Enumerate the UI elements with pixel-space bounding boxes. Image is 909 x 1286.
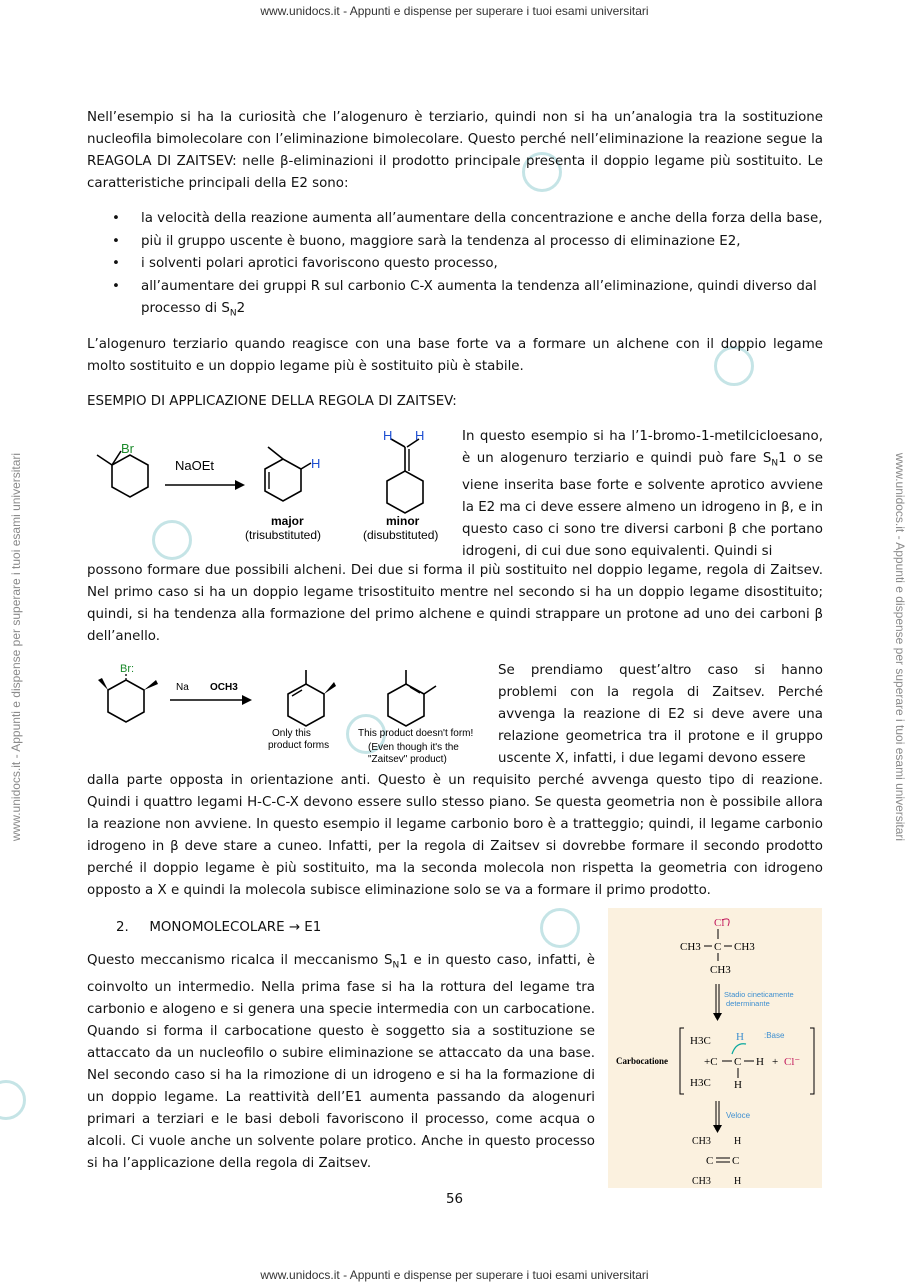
section-title: ESEMPIO DI APPLICAZIONE DELLA REGOLA DI ZAITSEV: — [87, 394, 457, 409]
paragraph-example-full: possono formare due possibili alcheni. Dei due si forma il più sostituito nel doppio legame, regola di Zaitsev. Nel primo caso si ha un doppio legame trisostituito mentre nel secondo si ha un doppio legame disostituito; quindi, si ha tendenza alla formazione del primo alchene e quindi strappare un protone ad uno dei carboni β dell’anello. — [87, 563, 823, 644]
figure-e1-mechanism — [608, 908, 822, 1188]
carbocation-label: Carbocatione — [616, 1056, 668, 1066]
h3c-top-label: H3C — [690, 1035, 711, 1047]
major-label: major — [271, 514, 304, 528]
product-ch3-bottom-label: CH3 — [692, 1176, 711, 1187]
minor-label: minor — [386, 514, 420, 528]
chloride-label: Cl⁻ — [784, 1056, 801, 1068]
carbon-2-label: C — [734, 1056, 742, 1068]
major-sub-label: (trisubstituted) — [245, 528, 322, 542]
page-number: 56 — [445, 1192, 464, 1207]
reagent-label: NaOEt — [175, 458, 215, 473]
chlorine-label: Cl — [714, 917, 725, 929]
hydrogen-left-label: H — [383, 428, 393, 443]
only-label: Only this — [272, 728, 311, 739]
list-item: • la velocità della reazione aumenta all’aumentare della concentrazione e anche della forza della base, — [112, 208, 824, 231]
hydrogen-right-label: H — [415, 428, 425, 443]
not-form-label: This product doesn't form! — [358, 728, 474, 739]
bromine-label: Br: — [120, 663, 135, 675]
watermark-right: www.unidocs.it - Appunti e dispense per superare i tuoi esami universitari — [893, 452, 907, 842]
paragraph-anti-side: Se prendiamo quest’altro caso si hanno problemi con la regola di Zaitsev. Perché avvenga la reazione di E2 si deve avere una relazione geometrica tra il protone e il gruppo uscente X, infatti, i due legami devono essere — [498, 663, 823, 766]
list-item: • all’aumentare dei gruppi R sul carbonio C-X aumenta la tendenza all’eliminazione, quindi diverso dal processo di $S_N2$ — [112, 276, 824, 326]
plus-label: + — [772, 1056, 779, 1068]
minor-sub-label: (disubstituted) — [363, 528, 439, 542]
watermark-logo-icon — [540, 908, 580, 948]
paragraph-example-side: In questo esempio si ha l’1-bromo-1-metilcicloesano, è un alogenuro terziario e quindi può fare $S_N1$ o se viene inserita base forte e solvente aprotico avviene la E2 ma ci deve essere almeno un idrogeno in β, e in questo caso ci sono tre diversi carboni β che portano idrogeni, di cui due sono equivalenti. Quindi si — [462, 429, 823, 559]
h-right-label: H — [756, 1056, 764, 1068]
ch3-right-label: CH3 — [734, 941, 755, 953]
watermark-bottom: www.unidocs.it - Appunti e dispense per superare i tuoi esami universitari — [260, 1268, 649, 1282]
list-item: • i solventi polari aprotici favoriscono questo processo, — [112, 253, 824, 276]
figure-anti-geometry — [92, 660, 492, 772]
watermark-left: www.unidocs.it - Appunti e dispense per superare i tuoi esami universitari — [9, 452, 23, 842]
h-bottom-label: H — [734, 1079, 742, 1091]
ch3-bottom-label: CH3 — [710, 964, 731, 976]
carbon-center-label: C — [714, 941, 722, 953]
product-c1-label: C — [706, 1155, 714, 1167]
fast-step-label: Veloce — [726, 1111, 751, 1120]
bromine-label: Br — [121, 441, 134, 456]
section-heading-e1 — [116, 917, 321, 939]
product-h-top-label: H — [734, 1136, 742, 1147]
h3c-bottom-label: H3C — [690, 1077, 711, 1089]
paragraph-e1: Questo meccanismo ricalca il meccanismo $S_N1$ e in questo caso, infatti, è coinvolto un intermedio. Nella prima fase si ha la rottura del legame tra carbonio e alogeno e si genera una specie intermedia con un carbocatione. Quando si forma il carbocatione questo è soggetto sia a sostituzione se attaccato da un nucleofilo o subire eliminazione se attaccato da una base. Nel secondo caso si ha la rimozione di un idrogeno e si ha la formazione di un doppio legame. La reattività dell’E1 aumenta passando da alogenuri primari a terziari e le basi deboli favoriscono il processo, come acqua o alcoli. Ci vuole anche un solvente polare protico. Anche in questo processo si ha l’applicazione della regola di Zaitsev. — [87, 953, 595, 1171]
figure-zaitsev-example — [87, 425, 457, 550]
reagent-och3-label: OCH3 — [210, 682, 238, 693]
hydrogen-label: H — [311, 456, 321, 471]
base-label: :Base — [764, 1031, 785, 1040]
product-c2-label: C — [732, 1155, 740, 1167]
not-form-label-3: "Zaitsev" product) — [368, 754, 447, 765]
watermark-logo-icon — [0, 1080, 26, 1120]
step1-label: Stadio cineticamente — [724, 990, 794, 999]
section-title-e1: MONOMOLECOLARE → E1 — [149, 920, 322, 935]
reagent-na-label: Na — [176, 682, 189, 693]
paragraph-intro: Nell’esempio si ha la curiosità che l’alogenuro è terziario, quindi non si ha un’analogia tra la sostituzione nucleofila bimolecolare con l’eliminazione bimolecolare. Questo perché nell’eliminazione la reazione segue la REAGOLA DI ZAITSEV: nelle β-eliminazioni il prodotto principale presenta il doppio legame più sostituito. Le caratteristiche principali della E2 sono: — [87, 110, 823, 191]
ch3-left-label: CH3 — [680, 941, 701, 953]
h-top-label: H — [736, 1031, 744, 1043]
e2-characteristics-list — [112, 208, 824, 325]
only-label-2: product forms — [268, 740, 330, 751]
paragraph-anti-full: dalla parte opposta in orientazione anti. Questo è un requisito perché avvenga questo tipo di reazione. Quindi i quattro legami H-C-C-X devono essere sullo stesso piano. Se questa geometria non è possibile allora la reazione non avviene. In questo esempio il legame carbonio boro è a tratteggio; quindi, il legame carbonio idrogeno in β deve stare a cuneo. Infatti, per la regola di Zaitsev si dovrebbe formare il secondo prodotto perché il doppio legame è più sostituito, ma la seconda molecola non rispetta la geometria con idrogeno opposto a X e quindi la molecola subisce eliminazione solo se va a formare il primo prodotto. — [87, 773, 823, 898]
product-ch3-top-label: CH3 — [692, 1136, 711, 1147]
not-form-label-2: (Even though it's the — [368, 742, 459, 753]
step1b-label: determinante — [726, 999, 770, 1008]
paragraph-tertiary: L’alogenuro terziario quando reagisce con una base forte va a formare un alchene con il doppio legame molto sostituito e un doppio legame più è sostituito più è stabile. — [87, 337, 823, 374]
list-item: • più il gruppo uscente è buono, maggiore sarà la tendenza al processo di eliminazione E2, — [112, 231, 824, 254]
carbocation-c-label: +C — [704, 1056, 718, 1068]
product-h-bottom-label: H — [734, 1176, 742, 1187]
watermark-top: www.unidocs.it - Appunti e dispense per superare i tuoi esami universitari — [260, 4, 649, 18]
section-number: 2. — [116, 920, 129, 935]
